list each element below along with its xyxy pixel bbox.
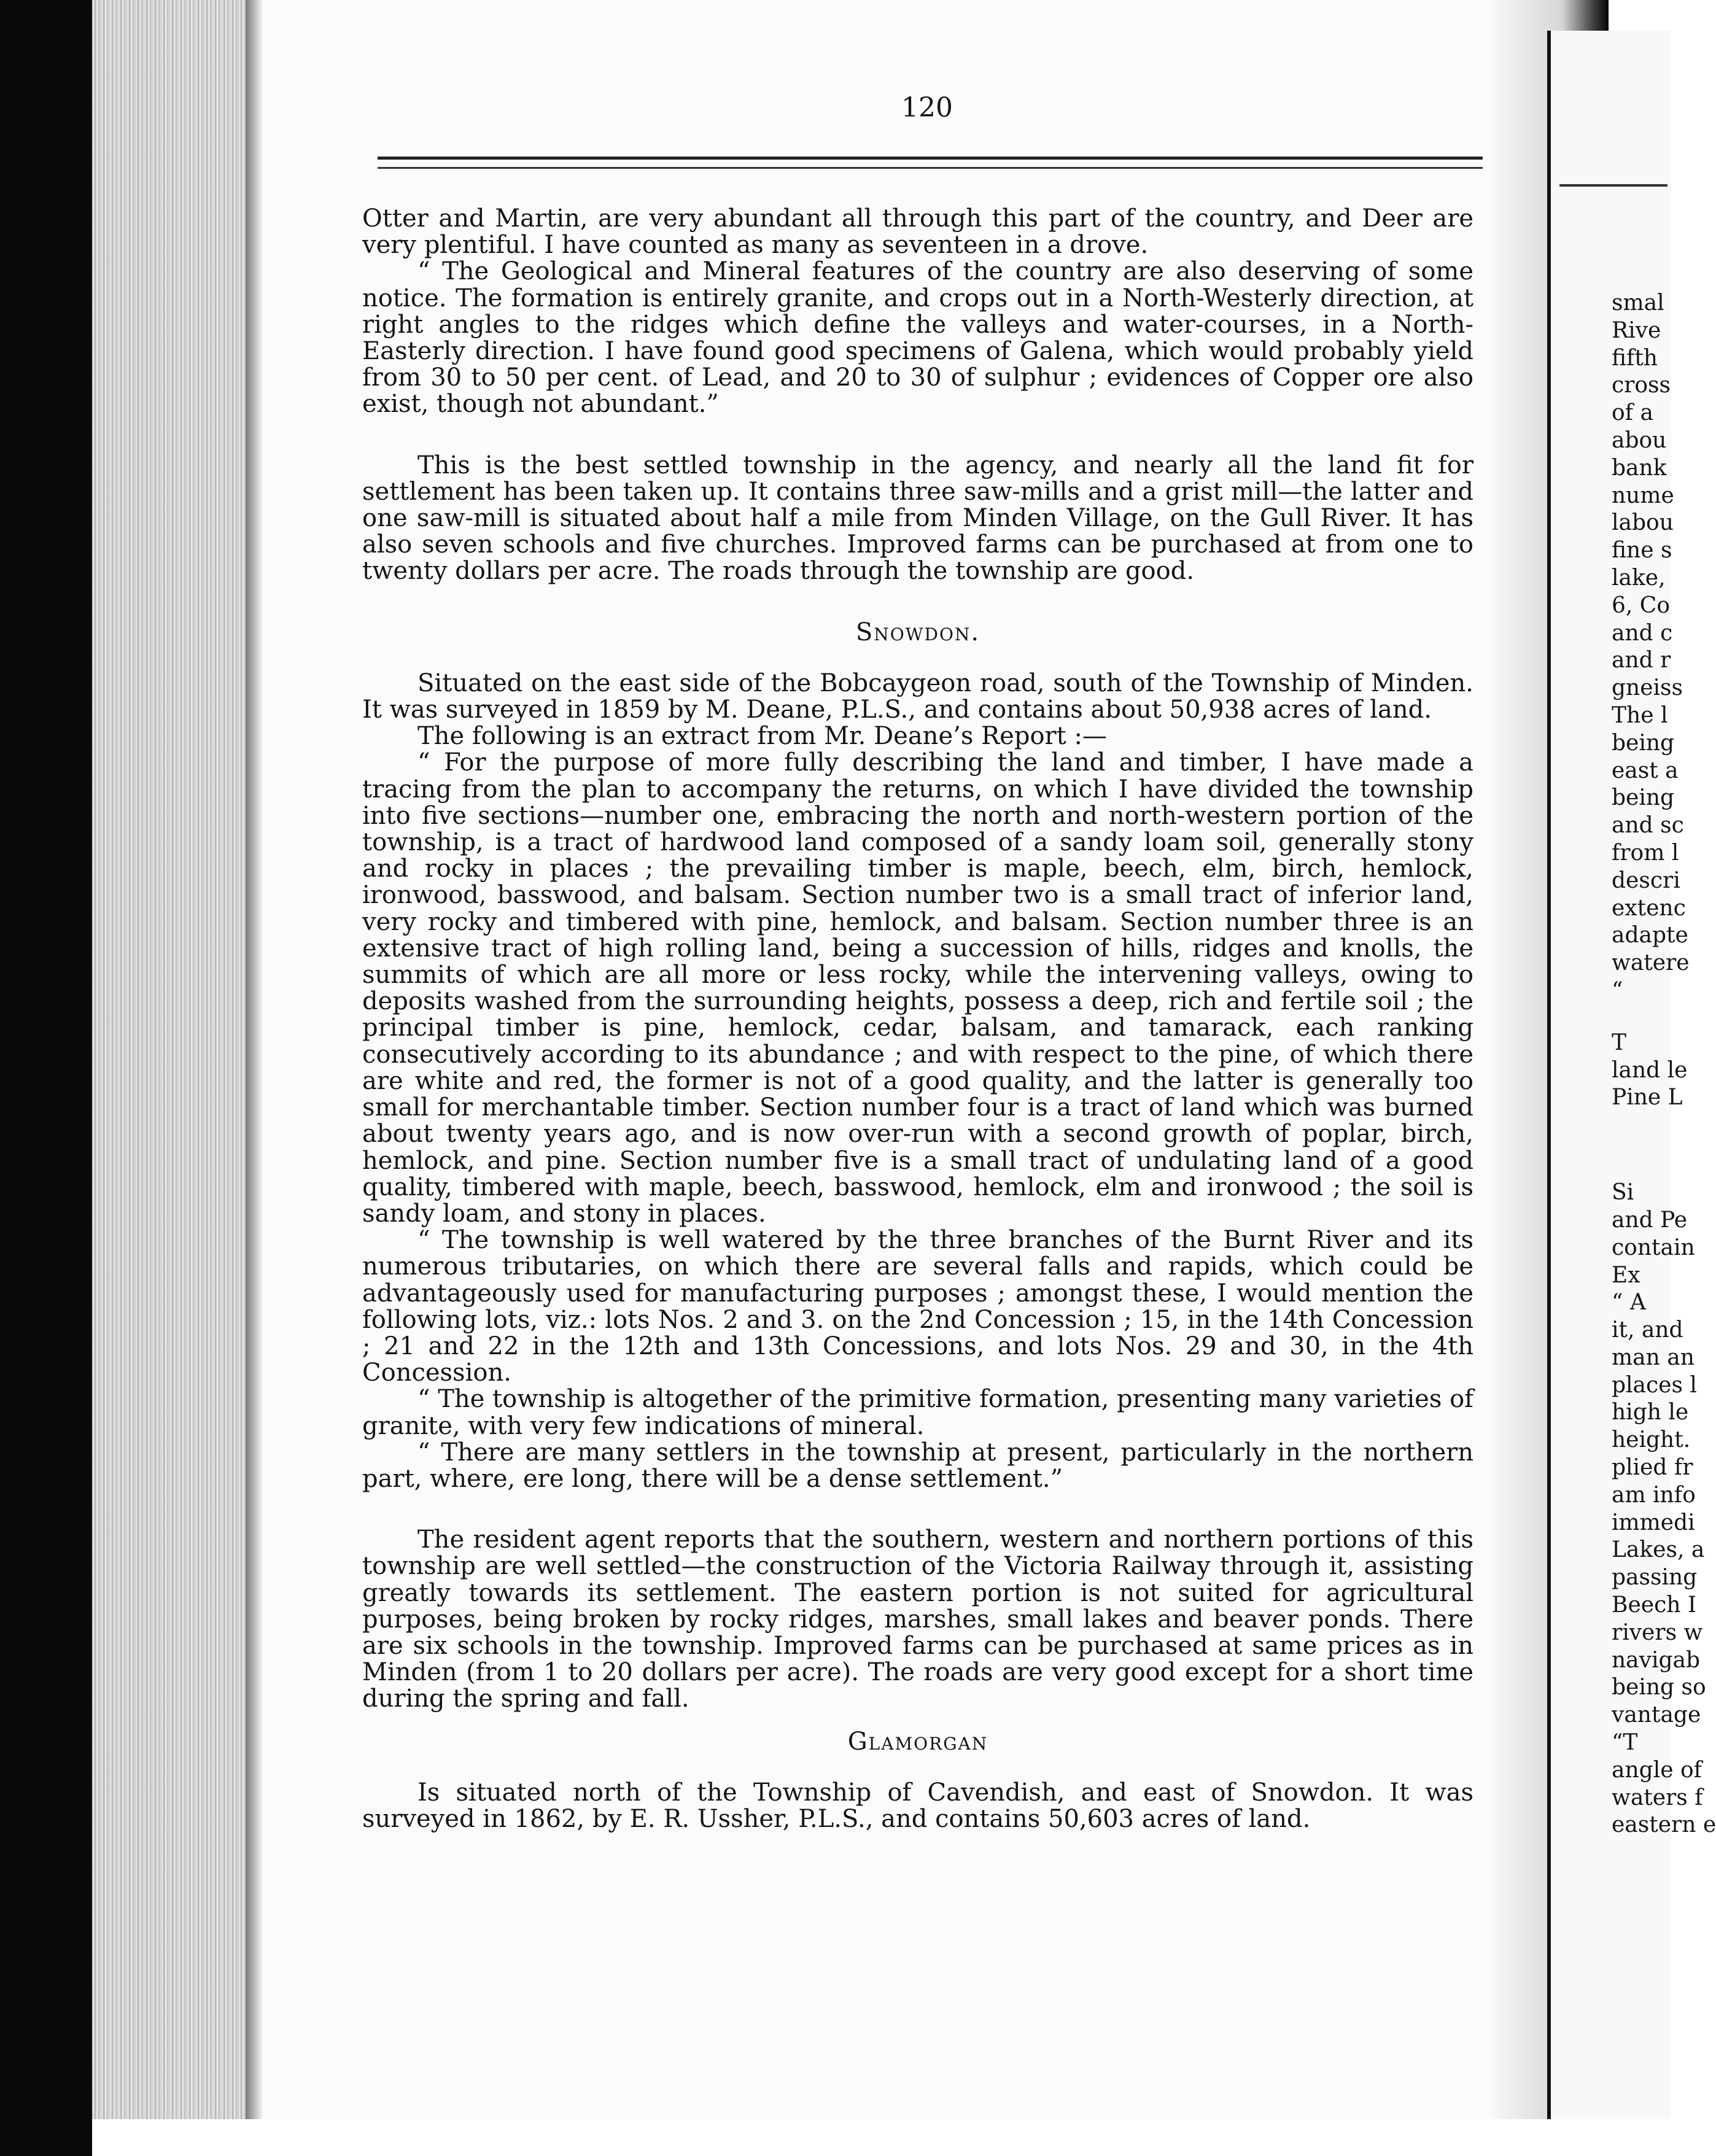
page-edges-stack (92, 0, 258, 2119)
facing-page-line: “T (1612, 1730, 1638, 1756)
facing-page-line: T (1612, 1030, 1627, 1055)
facing-page-line: waters f (1612, 1785, 1703, 1810)
main-body-text (362, 206, 1473, 1832)
paragraph-p1: Otter and Martin, are very abundant all through this part of the country, and Deer are very plentiful. I have counted as many as seventeen in a drove. (362, 204, 1473, 260)
facing-page-line: man an (1612, 1344, 1695, 1370)
facing-page-line: 6, Co (1612, 592, 1671, 618)
facing-page-line: nume (1612, 483, 1674, 508)
section-spacer (362, 1713, 1473, 1729)
facing-page-line: it, and (1612, 1317, 1683, 1343)
facing-page-line: eastern e (1612, 1812, 1716, 1838)
facing-page-line: smal (1612, 290, 1664, 316)
intro-section (362, 206, 1473, 585)
facing-page-spacer (1612, 1112, 1667, 1179)
facing-page-line: bank (1612, 455, 1667, 481)
paragraph-p3: This is the best settled township in the agency, and nearly all the land fit for settlement has been taken up. It contains three saw-mills and a grist mill—the latter and one saw-mill is situated about half a mile from Minden Village, on the Gull River. It has also seven schools and five churches. Improved farms can be purchased at from one to twenty dollars per acre. The roads through the township are good. (362, 451, 1473, 586)
paragraph-s2: The following is an extract from Mr. Deane’s Report :— (417, 722, 1107, 751)
facing-page-line: and Pe (1612, 1207, 1688, 1233)
facing-page-line: rivers w (1612, 1619, 1703, 1645)
facing-page-line: being (1612, 785, 1675, 811)
facing-page-line: fifth (1612, 345, 1658, 371)
facing-page-text-fragment (1612, 290, 1716, 1839)
facing-page-line: extenc (1612, 895, 1686, 921)
facing-page-line: adapte (1612, 923, 1688, 948)
facing-page-line: “ A (1612, 1290, 1646, 1316)
facing-page-line: labou (1612, 510, 1674, 536)
facing-page-line: Si (1612, 1180, 1634, 1206)
facing-page-line: and r (1612, 648, 1671, 673)
facing-page-line: being (1612, 730, 1675, 756)
facing-page-line: being so (1612, 1675, 1706, 1700)
facing-page-line: angle of (1612, 1757, 1702, 1783)
facing-page-line: places l (1612, 1372, 1697, 1398)
facing-page-line: navigab (1612, 1647, 1701, 1673)
facing-page-line: Rive (1612, 317, 1661, 343)
paragraph-s5: “ The township is altogether of the primitive formation, presenting many varieties of granite, with very few indications of mineral. (362, 1385, 1473, 1440)
facing-page-header-rule (1559, 184, 1667, 187)
paragraph-spacer (362, 1492, 1473, 1527)
paragraph-s6: “ There are many settlers in the township at present, particularly in the northern part, where, ere long, there will be a dense settlement.” (362, 1438, 1473, 1493)
page-edges-shadow (246, 0, 264, 2119)
facing-page-line: plied fr (1612, 1455, 1693, 1481)
facing-page-line: and c (1612, 620, 1673, 646)
facing-page-line: watere (1612, 950, 1690, 976)
section-spacer (362, 646, 1473, 670)
facing-page-line: fine s (1612, 538, 1672, 564)
facing-page-line: abou (1612, 427, 1667, 453)
page-number: 120 (901, 92, 953, 123)
paragraph-s1: Situated on the east side of the Bobcaygeon road, south of the Township of Minden. It was surveyed in 1859 by M. Deane, P.L.S., and contains about 50,938 acres of land. (362, 669, 1473, 724)
facing-page-line: Pine L (1612, 1085, 1683, 1111)
paragraph-p2: “ The Geological and Mineral features of the country are also deserving of some notice. The formation is entirely granite, and crops out in a North-Westerly direction, at right angles to the ridges which define the valleys and water-courses, in a North-Easterly direction. I have found good specimens of Galena, which would probably yield from 30 to 50 per cent. of Lead, and 20 to 30 of sulphur ; evidences of Copper ore also exist, though not abundant.” (362, 257, 1473, 419)
facing-page-line: Lakes, a (1612, 1537, 1705, 1563)
facing-page-line: of a (1612, 400, 1653, 426)
section-spacer (362, 585, 1473, 619)
facing-page-line: Beech I (1612, 1592, 1697, 1618)
facing-page-line: lake, (1612, 565, 1666, 591)
facing-page-line: land le (1612, 1057, 1688, 1083)
facing-page-line: gneiss (1612, 675, 1683, 701)
header-rule-secondary (378, 167, 1483, 169)
facing-page-line: vantage (1612, 1702, 1701, 1728)
facing-page-line: contain (1612, 1235, 1695, 1260)
facing-page-line: descri (1612, 867, 1680, 893)
paragraph-g1: Is situated north of the Township of Cavendish, and east of Snowdon. It was surveyed in 1862, by E. R. Ussher, P.L.S., and contains 50,603 acres of land. (362, 1778, 1473, 1833)
facing-page-line: Ex (1612, 1262, 1640, 1288)
glamorgan-section (362, 1780, 1473, 1832)
snowdon-section (362, 670, 1473, 1713)
facing-page-line: from l (1612, 840, 1679, 866)
paragraph-s4: “ The township is well watered by the three branches of the Burnt River and its numerous tributaries, on which there are several falls and rapids, which could be advantageously used for manufacturing purposes ; amongst these, I would mention the following lots, viz.: lots Nos. 2 and 3. on the 2nd Concession ; 15, in the 14th Concession ; 21 and 22 in the 12th and 13th Concessions, and lots Nos. 29 and 30, in the 4th Concession. (362, 1226, 1473, 1387)
facing-page-line: The l (1612, 702, 1668, 728)
heading-snowdon: Snowdon. (855, 618, 980, 646)
paragraph-s7: The resident agent reports that the southern, western and northern portions of this township are well settled—the construction of the Victoria Railway through it, assisting greatly towards its settlement. The eastern portion is not suited for agricultural purposes, being broken by rocky ridges, marshes, small lakes and beaver ponds. There are six schools in the township. Improved farms can be purchased at same prices as in Minden (from 1 to 20 dollars per acre). The roads are very good except for a short time during the spring and fall. (362, 1526, 1473, 1713)
facing-page-spacer (1612, 1005, 1667, 1030)
facing-page-line: height. (1612, 1427, 1691, 1453)
facing-page-line: passing (1612, 1565, 1698, 1591)
facing-page-line: east a (1612, 758, 1679, 783)
facing-page-line: immedi (1612, 1510, 1695, 1535)
header-rule (378, 157, 1483, 160)
facing-page-line: and sc (1612, 813, 1684, 839)
heading-glamorgan: Glamorgan (847, 1727, 988, 1756)
facing-page-line: am info (1612, 1482, 1696, 1508)
facing-page-line: cross (1612, 373, 1671, 398)
scan-border-left (0, 0, 92, 2156)
paragraph-s3: “ For the purpose of more fully describing the land and timber, I have made a tracing from the plan to accompany the returns, on which I have divided the township into five sections—number one, embracing the north and north-western portion of the township, is a tract of hardwood land composed of a sandy loam soil, generally stony and rocky in places ; the prevailing timber is maple, beech, elm, birch, hemlock, ironwood, basswood, and balsam. Section number two is a small tract of inferior land, very rocky and timbered with pine, hemlock, and balsam. Section number three is an extensive tract of high rolling land, being a succession of hills, ridges and knolls, the summits of which are all more or less rocky, while the intervening valleys, owing to deposits washed from the surrounding heights, possess a deep, rich and fertile soil ; the principal timber is pine, hemlock, cedar, balsam, and tamarack, each ranking consecutively according to its abundance ; and with respect to the pine, of which there are white and red, the former is not of a good quality, and the latter is generally too small for merchantable timber. Section number four is a tract of land which was burned about twenty years ago, and is now over-run with a second growth of poplar, birch, hemlock, and pine. Section number five is a small tract of undulating land of a good quality, timbered with maple, beech, basswood, hemlock, elm and ironwood ; the soil is sandy loam, and stony in places. (362, 748, 1473, 1228)
paragraph-spacer (362, 418, 1473, 452)
facing-page-line: “ (1612, 977, 1623, 1003)
facing-page-line: high le (1612, 1400, 1689, 1425)
section-spacer (362, 1755, 1473, 1780)
